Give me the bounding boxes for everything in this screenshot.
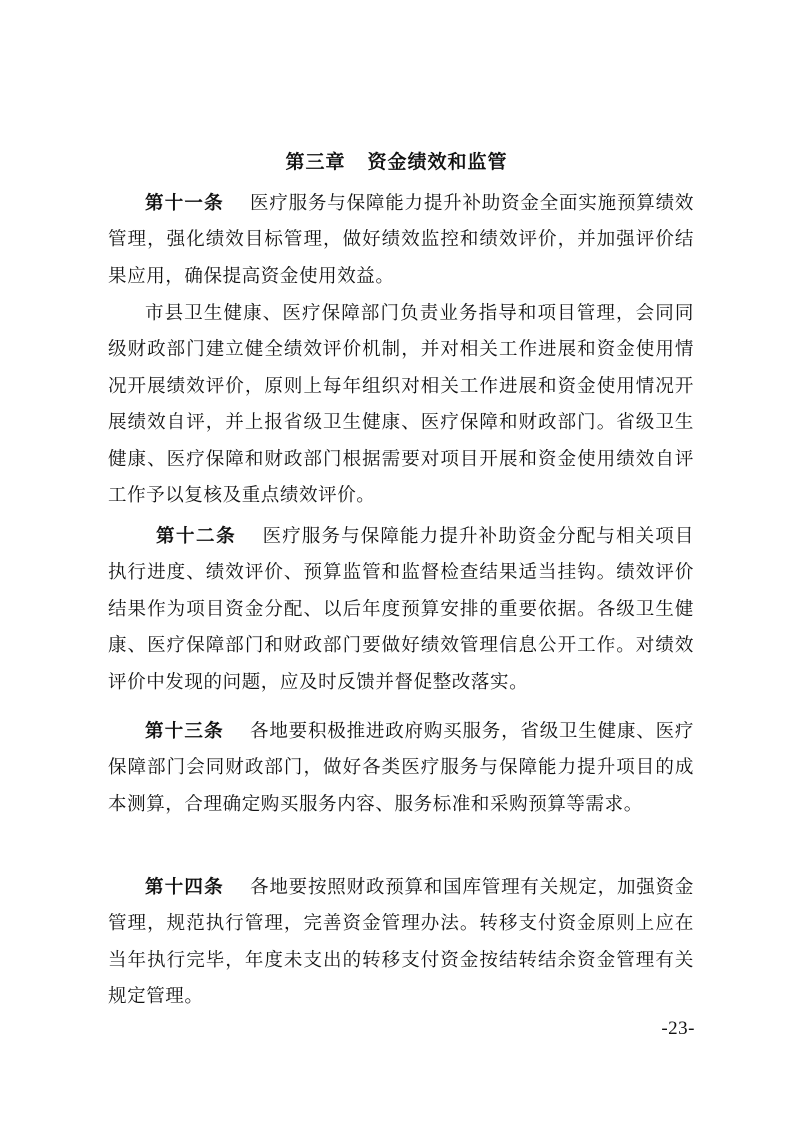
article-number: 第十二条 <box>156 526 237 547</box>
article-text: 医疗服务与保障能力提升补助资金全面实施预算绩效管理，强化绩效目标管理，做好绩效监控和绩效评价，并加强评价结果应用，确保提高资金使用效益。 <box>108 193 694 287</box>
page-number: -23- <box>661 1018 695 1039</box>
article-number: 第十四条 <box>145 877 224 898</box>
article-number: 第十三条 <box>145 721 224 742</box>
chapter-number: 第三章 <box>285 151 346 173</box>
article-text: 各地要按照财政预算和国库管理有关规定，加强资金管理，规范执行管理，完善资金管理办法。转移支付资金原则上应在当年执行完毕，年度未支出的转移支付资金按结转结余资金管理有关规定管理。 <box>108 877 694 1008</box>
article-text: 医疗服务与保障能力提升补助资金分配与相关项目执行进度、绩效评价、预算监管和监督检查结果适当挂钩。绩效评价结果作为项目资金分配、以后年度预算安排的重要依据。各级卫生健康、医疗保障部门和财政部门要做好绩效管理信息公开工作。对绩效评价中发现的问题，应及时反馈并督促整改落实。 <box>108 526 694 693</box>
article-12-paragraph <box>108 519 694 701</box>
article-11-paragraph <box>108 186 694 295</box>
article-text: 各地要积极推进政府购买服务，省级卫生健康、医疗保障部门会同财政部门，做好各类医疗服务与保障能力提升项目的成本测算，合理确定购买服务内容、服务标准和采购预算等需求。 <box>108 721 694 815</box>
article-13-paragraph <box>108 714 694 823</box>
article-number: 第十一条 <box>145 193 224 214</box>
chapter-name: 资金绩效和监管 <box>367 151 508 173</box>
chapter-title <box>0 149 793 175</box>
body-paragraph <box>108 296 694 514</box>
article-14-paragraph <box>108 870 694 1016</box>
paragraph-text: 市县卫生健康、医疗保障部门负责业务指导和项目管理，会同同级财政部门建立健全绩效评价机制，并对相关工作进展和资金使用情况开展绩效评价，原则上每年组织对相关工作进展和资金使用情况开展绩效自评，并上报省级卫生健康、医疗保障和财政部门。省级卫生健康、医疗保障和财政部门根据需要对项目开展和资金使用绩效自评工作予以复核及重点绩效评价。 <box>108 303 694 507</box>
